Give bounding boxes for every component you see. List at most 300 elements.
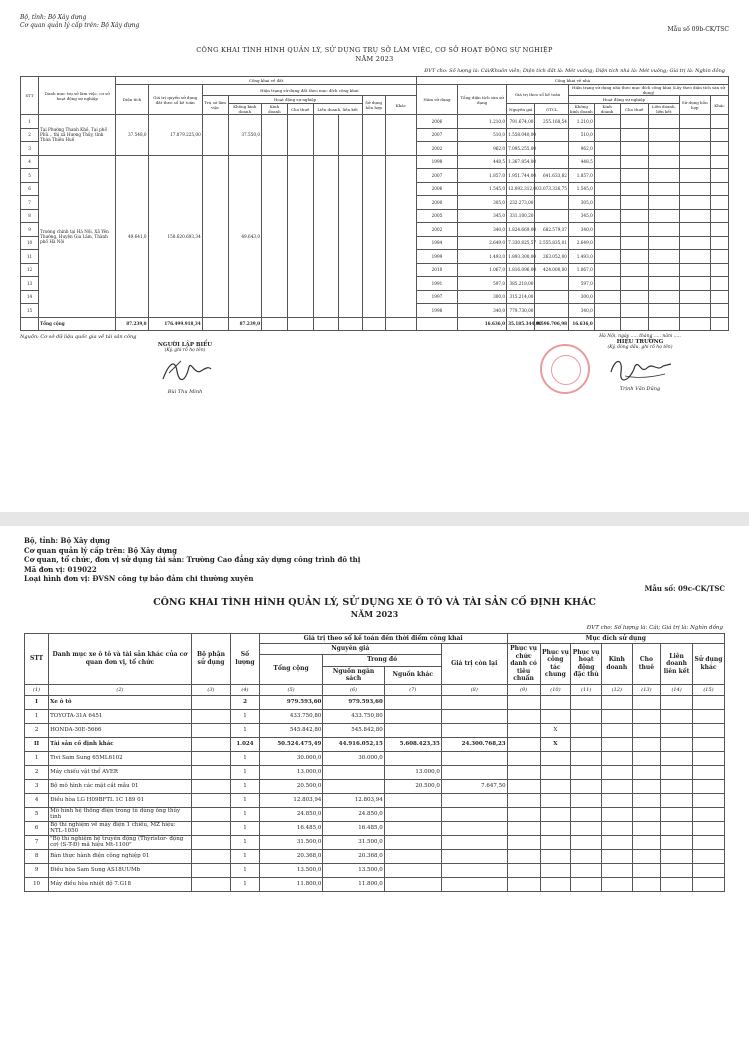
row-stt: 12 xyxy=(21,263,39,277)
col-value: Giá trị quyền sử dụng đất theo sổ kế toán xyxy=(148,85,202,115)
row-remain xyxy=(535,290,569,304)
row-p9 xyxy=(507,695,540,709)
vehicles-assets-table xyxy=(24,633,725,892)
row-remain xyxy=(535,196,569,210)
col-lease-house: Cho thuê xyxy=(620,104,648,115)
p2-col-p9: Phục vụ chức danh có tiêu chuẩn xyxy=(507,644,540,685)
row-other-source xyxy=(384,793,441,807)
row-budget: 24.850,0 xyxy=(323,807,384,821)
row-total: 20.368,0 xyxy=(259,849,323,863)
row-p10 xyxy=(540,751,571,765)
col-house-status: Hiện trạng sử dụng nhà theo mục đích công khai (Lấy theo diện tích sàn sử dụng) xyxy=(568,85,728,96)
column-index: (4) xyxy=(231,684,260,695)
group-row xyxy=(25,695,725,709)
p2-year: NĂM 2023 xyxy=(350,608,399,619)
row-p10 xyxy=(540,765,571,779)
row-remain: 7.647,50 xyxy=(441,779,507,793)
row-remain xyxy=(441,849,507,863)
row-year: 2007 xyxy=(416,169,457,183)
row-empty xyxy=(601,709,632,723)
p2-agency: Cơ quan quản lý cấp trên: Bộ Xây dựng xyxy=(24,545,178,555)
row-dept xyxy=(191,709,230,723)
row-empty xyxy=(692,835,724,849)
row-budget: 31.500,0 xyxy=(323,835,384,849)
column-index: (11) xyxy=(571,684,602,695)
row-p9 xyxy=(507,877,540,891)
row-empty xyxy=(692,807,724,821)
row-stt: 11 xyxy=(21,250,39,264)
row-stt: 7 xyxy=(21,196,39,210)
row-total: 24.850,0 xyxy=(259,807,323,821)
row-orig: 1.951.744,00 xyxy=(507,169,535,183)
row-qty: 1 xyxy=(231,807,260,821)
row-empty xyxy=(632,849,661,863)
row-year: 2000 xyxy=(416,196,457,210)
row-total: 12.803,94 xyxy=(259,793,323,807)
row-empty xyxy=(648,304,679,318)
row-empty xyxy=(692,723,724,737)
row-empty xyxy=(661,765,693,779)
row-empty xyxy=(648,142,679,156)
table-row xyxy=(25,821,725,835)
ministry-line: Bộ, tỉnh: Bộ Xây dựng xyxy=(20,14,87,21)
row-dept xyxy=(191,863,230,877)
site-office xyxy=(202,155,228,317)
row-remain xyxy=(441,723,507,737)
site-empty xyxy=(262,155,288,317)
row-dept xyxy=(191,835,230,849)
col-year: Năm sử dụng xyxy=(416,85,457,115)
row-empty xyxy=(601,877,632,891)
row-other-source xyxy=(384,863,441,877)
row-remain: 255.168,54 xyxy=(535,115,569,129)
row-remain: 641.633,82 xyxy=(535,169,569,183)
row-remain xyxy=(441,793,507,807)
row-empty xyxy=(594,223,620,237)
table-row xyxy=(25,835,725,849)
row-budget: 20.368,0 xyxy=(323,849,384,863)
row-floor: 448,5 xyxy=(458,155,507,169)
source-note: Nguồn: Cơ sở dữ liệu quốc gia về tài sản công xyxy=(20,334,137,340)
site-empty xyxy=(362,155,385,317)
row-p10 xyxy=(540,849,571,863)
row-empty xyxy=(571,793,602,807)
column-index: (5) xyxy=(259,684,323,695)
row-remain xyxy=(535,277,569,291)
row-empty xyxy=(648,169,679,183)
site-empty xyxy=(385,115,416,156)
row-stt: 13 xyxy=(21,277,39,291)
column-index: (6) xyxy=(323,684,384,695)
row-non-business: 2.649,0 xyxy=(568,236,594,250)
row-other-source xyxy=(384,709,441,723)
row-empty xyxy=(571,835,602,849)
row-empty xyxy=(661,779,693,793)
row-stt: 7 xyxy=(25,835,49,849)
row-year: 2002 xyxy=(416,142,457,156)
row-other-source: 5.608.423,35 xyxy=(384,737,441,751)
row-empty xyxy=(632,877,661,891)
row-empty xyxy=(620,263,648,277)
row-year: 1984 xyxy=(416,236,457,250)
row-stt: 5 xyxy=(25,807,49,821)
head-signature-mark xyxy=(605,350,675,384)
row-empty xyxy=(601,695,632,709)
page-2 xyxy=(0,526,749,1046)
row-empty xyxy=(594,142,620,156)
column-index: (14) xyxy=(661,684,693,695)
col-office: Trụ sở làm việc xyxy=(202,96,228,115)
row-empty xyxy=(679,182,710,196)
row-empty xyxy=(620,290,648,304)
row-year: 2007 xyxy=(416,128,457,142)
p2-form-number: Mẫu số: 09c-CK/TSC xyxy=(644,584,725,593)
row-p10: X xyxy=(540,723,571,737)
table-row xyxy=(25,849,725,863)
row-year: 2005 xyxy=(416,209,457,223)
row-other-source: 13.000,0 xyxy=(384,765,441,779)
row-empty xyxy=(594,250,620,264)
row-total: 20.500,0 xyxy=(259,779,323,793)
total-house-nb: 16.636,0 xyxy=(568,317,594,331)
row-empty xyxy=(661,877,693,891)
row-empty xyxy=(620,169,648,183)
row-floor: 1.857,0 xyxy=(458,169,507,183)
row-empty xyxy=(648,236,679,250)
row-remain xyxy=(441,765,507,779)
row-remain xyxy=(535,155,569,169)
page-1 xyxy=(0,0,749,512)
row-dept xyxy=(191,793,230,807)
row-qty: 1 xyxy=(231,751,260,765)
row-remain: 2.555.835,01 xyxy=(535,236,569,250)
row-empty xyxy=(620,223,648,237)
row-stt: 10 xyxy=(21,236,39,250)
row-qty: 1 xyxy=(231,835,260,849)
row-empty xyxy=(661,723,693,737)
row-budget: 13.500,0 xyxy=(323,863,384,877)
row-empty xyxy=(571,877,602,891)
column-index: (2) xyxy=(49,684,192,695)
row-empty xyxy=(692,877,724,891)
row-budget: 16.485,0 xyxy=(323,821,384,835)
row-empty xyxy=(594,236,620,250)
row-stt: I xyxy=(25,695,49,709)
row-empty xyxy=(692,821,724,835)
row-empty xyxy=(594,128,620,142)
row-remain xyxy=(441,863,507,877)
row-orig: 232.273,00 xyxy=(507,196,535,210)
row-empty xyxy=(594,182,620,196)
row-empty xyxy=(648,223,679,237)
column-index: (12) xyxy=(601,684,632,695)
row-empty xyxy=(710,115,728,129)
col-lease: Cho thuê xyxy=(287,104,313,115)
head-role: HIỆU TRƯỞNG xyxy=(616,339,664,345)
p2-code: Mã đơn vị: 019022 xyxy=(24,564,97,574)
row-p9 xyxy=(507,723,540,737)
row-empty xyxy=(661,835,693,849)
row-other-source xyxy=(384,821,441,835)
col-area: Diện tích xyxy=(116,85,148,115)
column-index: (9) xyxy=(507,684,540,695)
row-p9 xyxy=(507,751,540,765)
row-p9 xyxy=(507,765,540,779)
row-empty xyxy=(620,115,648,129)
row-empty xyxy=(679,236,710,250)
row-year: 2006 xyxy=(416,182,457,196)
row-name: TOYOTA-31A 6451 xyxy=(49,709,192,723)
row-year: 1997 xyxy=(416,290,457,304)
row-budget xyxy=(323,765,384,779)
row-non-business: 448,5 xyxy=(568,155,594,169)
site-name: Trường chính tại Hà Nội, Xã Yên Thường, Huyện Gia Lâm, Thành phố Hà Nội xyxy=(39,155,116,317)
site-empty xyxy=(262,115,288,156)
row-empty xyxy=(620,209,648,223)
p2-col-p10: Phục vụ công tác chung xyxy=(540,644,571,685)
row-non-business: 1.857,0 xyxy=(568,169,594,183)
row-empty xyxy=(692,793,724,807)
row-empty xyxy=(601,737,632,751)
p2-type: Loại hình đơn vị: ĐVSN công tự bảo đảm chi thường xuyên xyxy=(24,574,254,583)
p2-col-name: Danh mục xe ô tô và tài sản khác của cơ quan đơn vị, tổ chức xyxy=(49,633,192,684)
row-budget xyxy=(323,779,384,793)
row-p9 xyxy=(507,709,540,723)
row-empty xyxy=(648,277,679,291)
row-qty: 1 xyxy=(231,765,260,779)
row-orig: 7.330.825,57 xyxy=(507,236,535,250)
p2-col-dept: Bộ phận sử dụng xyxy=(191,633,230,684)
row-stt: 2 xyxy=(25,765,49,779)
total-nb: 87.239,0 xyxy=(228,317,262,331)
site-area: 37.548,0 xyxy=(116,115,148,156)
row-orig: 1.816.096,00 xyxy=(507,263,535,277)
row-non-business: 510,0 xyxy=(568,128,594,142)
row-name: Mô hình hệ thống điện trong tủ dùng ống thủy tinh xyxy=(49,807,192,821)
site-value: 158.620.693,34 xyxy=(148,155,202,317)
row-p10 xyxy=(540,709,571,723)
row-empty xyxy=(648,290,679,304)
col-floor: Tổng diện tích sàn sử dụng xyxy=(458,85,507,115)
row-floor: 962,0 xyxy=(458,142,507,156)
page-separator xyxy=(0,512,749,526)
row-budget: 12.803,94 xyxy=(323,793,384,807)
row-non-business: 597,0 xyxy=(568,277,594,291)
row-dept xyxy=(191,779,230,793)
row-empty xyxy=(601,751,632,765)
col-mixed-house: Sử dụng hỗn hợp xyxy=(679,96,710,115)
row-empty xyxy=(571,751,602,765)
premises-table xyxy=(20,76,729,331)
row-floor: 1.067,0 xyxy=(458,263,507,277)
col-non-business: Không kinh doanh xyxy=(228,104,262,115)
row-empty xyxy=(601,849,632,863)
row-remain xyxy=(535,142,569,156)
table-row xyxy=(21,155,729,169)
row-empty xyxy=(632,807,661,821)
row-empty xyxy=(692,849,724,863)
row-floor: 1.493,0 xyxy=(458,250,507,264)
row-dept xyxy=(191,723,230,737)
row-stt: 9 xyxy=(25,863,49,877)
row-qty: 1 xyxy=(231,723,260,737)
row-empty xyxy=(632,779,661,793)
row-p10 xyxy=(540,695,571,709)
table-row xyxy=(25,863,725,877)
row-dept xyxy=(191,765,230,779)
row-non-business: 1.067,0 xyxy=(568,263,594,277)
form-number: Mẫu số 09b-CK/TSC xyxy=(667,26,729,33)
row-empty xyxy=(594,115,620,129)
table-row xyxy=(25,765,725,779)
row-remain xyxy=(535,304,569,318)
row-p9 xyxy=(507,863,540,877)
row-total: 50.524.475,49 xyxy=(259,737,323,751)
preparer-hint: (Ký, ghi rõ họ tên) xyxy=(164,348,206,353)
row-empty xyxy=(571,779,602,793)
row-dept xyxy=(191,849,230,863)
row-remain: 424.000,00 xyxy=(535,263,569,277)
row-stt: 8 xyxy=(21,209,39,223)
row-floor: 510,0 xyxy=(458,128,507,142)
row-empty xyxy=(594,277,620,291)
group-row xyxy=(25,737,725,751)
p2-col-qty: Số lượng xyxy=(231,633,260,684)
page-title: CÔNG KHAI TÌNH HÌNH QUẢN LÝ, SỬ DỤNG TRỤ SỞ LÀM VIỆC, CƠ SỞ HOẠT ĐỘNG SỰ NGHIỆP xyxy=(196,46,553,54)
total-remain: 9.596.706,98 xyxy=(535,317,569,331)
table-row xyxy=(25,723,725,737)
column-index: (7) xyxy=(384,684,441,695)
row-budget: 433.750,80 xyxy=(323,709,384,723)
row-non-business: 1.493,0 xyxy=(568,250,594,264)
col-remain: GTCL xyxy=(535,104,569,115)
row-name: Bàn thực hành điện công nghiệp 01 xyxy=(49,849,192,863)
row-remain xyxy=(441,807,507,821)
p2-ministry: Bộ, tỉnh: Bộ Xây dựng xyxy=(24,536,111,545)
total-value: 176.499.918,34 xyxy=(148,317,202,331)
row-empty xyxy=(679,277,710,291)
row-remain xyxy=(441,751,507,765)
row-empty xyxy=(679,142,710,156)
row-total: 11.800,0 xyxy=(259,877,323,891)
row-budget: 979.593,60 xyxy=(323,695,384,709)
row-empty xyxy=(648,250,679,264)
row-empty xyxy=(601,723,632,737)
row-empty xyxy=(679,223,710,237)
row-qty: 1 xyxy=(231,821,260,835)
row-empty xyxy=(571,821,602,835)
row-p9 xyxy=(507,821,540,835)
row-non-business: 1.545,0 xyxy=(568,182,594,196)
row-empty xyxy=(632,821,661,835)
row-stt: 3 xyxy=(25,779,49,793)
row-floor: 1.210,0 xyxy=(458,115,507,129)
row-empty xyxy=(710,250,728,264)
col-other: Khác xyxy=(385,96,416,115)
row-empty xyxy=(692,695,724,709)
row-p9 xyxy=(507,779,540,793)
row-remain xyxy=(441,695,507,709)
p2-col-orig: Nguyên giá xyxy=(259,644,441,655)
col-house-group: Công khai về nhà xyxy=(416,77,728,85)
row-stt: 1 xyxy=(25,709,49,723)
p2-col-budget: Nguồn ngân sách xyxy=(323,666,384,684)
p2-col-book-group: Giá trị theo sổ kế toán đến thời điểm công khai xyxy=(259,633,507,644)
row-empty xyxy=(710,277,728,291)
row-other-source xyxy=(384,835,441,849)
row-dept xyxy=(191,737,230,751)
site-empty xyxy=(313,115,339,156)
p2-col-of-which: Trong đó xyxy=(323,654,441,666)
p2-col-remain: Giá trị còn lại xyxy=(441,644,507,685)
row-dept xyxy=(191,751,230,765)
row-non-business: 962,0 xyxy=(568,142,594,156)
table-row xyxy=(25,779,725,793)
row-empty xyxy=(594,304,620,318)
row-empty xyxy=(661,863,693,877)
p2-org: Cơ quan, tổ chức, đơn vị sử dụng tài sản: Trường Cao đẳng xây dựng công trình đô thị xyxy=(24,555,361,564)
row-empty xyxy=(679,209,710,223)
row-empty xyxy=(648,263,679,277)
row-empty xyxy=(601,821,632,835)
row-other-source xyxy=(384,807,441,821)
row-empty xyxy=(710,304,728,318)
row-empty xyxy=(620,142,648,156)
row-dept xyxy=(191,695,230,709)
row-orig: 331.100,20 xyxy=(507,209,535,223)
row-budget: 545.842,80 xyxy=(323,723,384,737)
row-empty xyxy=(620,155,648,169)
row-empty xyxy=(710,263,728,277)
row-floor: 2.649,0 xyxy=(458,236,507,250)
row-empty xyxy=(620,250,648,264)
row-dept xyxy=(191,807,230,821)
row-empty xyxy=(710,182,728,196)
col-orig: Nguyên giá xyxy=(507,104,535,115)
row-empty xyxy=(620,304,648,318)
row-p10 xyxy=(540,877,571,891)
row-empty xyxy=(632,751,661,765)
table-row xyxy=(25,807,725,821)
row-p10 xyxy=(540,835,571,849)
row-non-business: 1.210,0 xyxy=(568,115,594,129)
row-non-business: 340,0 xyxy=(568,223,594,237)
row-remain: 24.300.768,23 xyxy=(441,737,507,751)
table-row xyxy=(25,877,725,891)
row-stt: 4 xyxy=(21,155,39,169)
col-jv: Liên doanh, liên kết xyxy=(313,104,362,115)
row-other-source xyxy=(384,695,441,709)
row-qty: 1.024 xyxy=(231,737,260,751)
row-remain xyxy=(441,877,507,891)
row-empty xyxy=(661,737,693,751)
head-name: Trịnh Văn Dũng xyxy=(619,386,661,392)
row-empty xyxy=(571,807,602,821)
row-total: 979.593,60 xyxy=(259,695,323,709)
row-qty: 1 xyxy=(231,793,260,807)
row-total: 545.842,80 xyxy=(259,723,323,737)
row-p10 xyxy=(540,793,571,807)
row-name: Tài sản cố định khác xyxy=(49,737,192,751)
site-empty xyxy=(385,155,416,317)
row-total: 30.000,0 xyxy=(259,751,323,765)
row-empty xyxy=(661,821,693,835)
row-empty xyxy=(679,304,710,318)
row-empty xyxy=(594,290,620,304)
row-empty xyxy=(601,793,632,807)
row-empty xyxy=(620,236,648,250)
row-empty xyxy=(594,263,620,277)
